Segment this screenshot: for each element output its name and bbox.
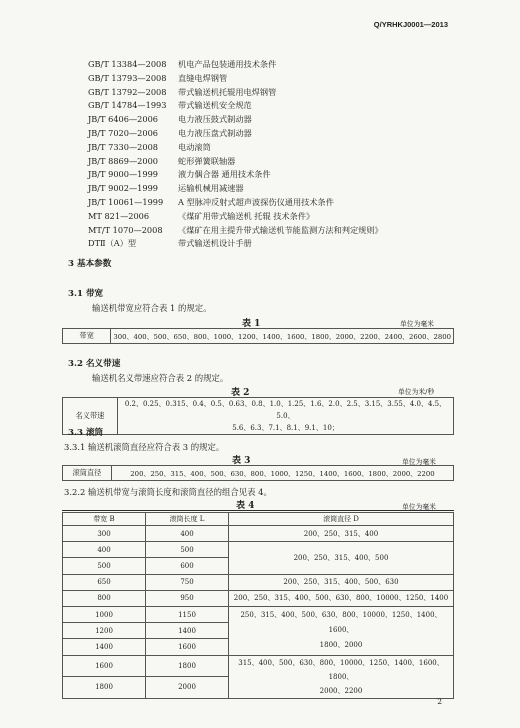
- drum-diameter-cell: 200、250、315、400、500: [229, 542, 454, 574]
- section-3-3-heading: 3.3 滚筒: [68, 428, 104, 438]
- standard-code: JB/T 8869—2000: [88, 155, 158, 166]
- table-4-top-rule: [62, 510, 454, 511]
- standard-code: MT 821—2006: [88, 210, 150, 221]
- table-row: [63, 606, 454, 622]
- reference-item: [88, 196, 428, 210]
- table-row: [63, 655, 454, 677]
- reference-item: [88, 113, 428, 127]
- drum-diameter-line: 250、315、400、500、630、800、10000、1250、1400、1600、: [240, 611, 442, 635]
- table-2-values: [118, 398, 454, 435]
- table-4-header-row: [63, 513, 454, 526]
- table-1-unit: 单位为毫米: [400, 320, 434, 328]
- standard-title: 带式输送机设计手册: [178, 238, 252, 249]
- reference-item: [88, 58, 428, 72]
- reference-item: [88, 224, 428, 238]
- table-2-caption: 表 2: [231, 388, 250, 398]
- standard-title: 直缝电焊钢管: [178, 72, 228, 83]
- reference-item: [88, 72, 428, 86]
- page-number: 2: [437, 697, 442, 706]
- standard-code: GB/T 14784—1993: [88, 100, 167, 111]
- drum-diameter-cell: 200、250、315、400: [229, 526, 454, 542]
- table-1-caption: 表 1: [242, 319, 261, 329]
- normative-references-list: [88, 58, 428, 251]
- standard-title: A 型脉冲反射式超声波探伤仪通用技术条件: [178, 196, 334, 207]
- table-2-label: 名义带速: [63, 398, 118, 435]
- belt-width-cell: 500: [63, 558, 146, 574]
- table-2: [62, 397, 454, 435]
- standard-title: 蛇形弹簧联轴器: [178, 155, 236, 166]
- table-3-label: 滚筒直径: [63, 466, 112, 481]
- standard-title: 《煤矿在用主提升带式输送机节能监测方法和判定规则》: [178, 224, 383, 235]
- belt-width-cell: 1200: [63, 623, 146, 639]
- table-3: [62, 465, 454, 481]
- standard-title: 电力液压盘式制动器: [178, 127, 252, 138]
- drum-diameter-cell: [229, 655, 454, 698]
- standard-code: JB/T 9002—1999: [88, 183, 158, 194]
- table-2-values-line: 5.6、6.3、7.1、8.1、9.1、10；: [232, 424, 339, 432]
- header-belt-width: 带宽 B: [63, 513, 146, 526]
- table-1: [62, 328, 454, 344]
- reference-item: [88, 168, 428, 182]
- table-4-caption: 表 4: [236, 501, 255, 511]
- table-3-values: 200、250、315、400、500、630、800、1000、1250、1400、1600、1800、2000、2200: [112, 466, 454, 481]
- belt-width-cell: 1400: [63, 639, 146, 655]
- standard-title: 带式输送机安全规范: [178, 100, 252, 111]
- reference-item: [88, 127, 428, 141]
- standard-title: 《煤矿用带式输送机 托辊 技术条件》: [178, 210, 315, 221]
- table-4-unit: 单位为毫米: [402, 503, 436, 511]
- standard-title: 液力偶合器 通用技术条件: [178, 169, 271, 180]
- standard-code: JB/T 10061—1999: [88, 196, 164, 207]
- table-3-unit: 单位为毫米: [402, 458, 436, 466]
- section-3-1-heading: 3.1 带宽: [68, 289, 104, 299]
- reference-item: [88, 86, 428, 100]
- table-row: [63, 574, 454, 590]
- standard-code: DTⅡ（A）型: [88, 238, 137, 249]
- standard-title: 带式输送机托辊用电焊钢管: [178, 86, 277, 97]
- drum-length-cell: 750: [146, 574, 229, 590]
- reference-item: [88, 155, 428, 169]
- document-code: Q/YRHKJ0001—2013: [373, 20, 448, 29]
- standard-code: GB/T 13793—2008: [88, 72, 167, 83]
- table-row: [63, 526, 454, 542]
- drum-length-cell: 400: [146, 526, 229, 542]
- section-3-2-text: 输送机名义带速应符合表 2 的规定。: [92, 373, 229, 383]
- standard-title: 电力液压鼓式制动器: [178, 114, 252, 125]
- standard-title: 电动滚筒: [178, 141, 211, 152]
- table-3-caption: 表 3: [232, 456, 251, 466]
- drum-length-cell: 950: [146, 590, 229, 606]
- drum-length-cell: 500: [146, 542, 229, 558]
- standard-title: 机电产品包装通用技术条件: [178, 59, 277, 69]
- reference-item: [88, 237, 428, 251]
- table-1-values: 300、400、500、650、800、1000、1200、1400、1600、1800、2000、2200、2400、2600、2800: [111, 329, 454, 344]
- reference-item: [88, 182, 428, 196]
- drum-length-cell: 1800: [146, 655, 229, 677]
- drum-length-cell: 600: [146, 558, 229, 574]
- drum-diameter-line: 1800、2000: [319, 641, 363, 650]
- section-3-2-heading: 3.2 名义带速: [68, 359, 121, 369]
- drum-diameter-cell: [229, 606, 454, 655]
- drum-length-cell: 1150: [146, 606, 229, 622]
- section-3-3-1-text: 3.3.1 输送机滚筒直径应符合表 3 的规定。: [64, 442, 225, 452]
- section-3-1-text: 输送机带宽应符合表 1 的规定。: [92, 303, 212, 313]
- drum-diameter-cell: 200、250、315、400、500、630: [229, 574, 454, 590]
- drum-length-cell: 2000: [146, 677, 229, 699]
- header-drum-diameter: 滚筒直径 D: [229, 513, 454, 526]
- table-2-unit: 单位为米/秒: [398, 388, 435, 396]
- drum-diameter-line: 315、400、500、630、800、10000、1250、1400、1600、1800、: [238, 658, 444, 681]
- section-3-heading: 3 基本参数: [68, 259, 112, 269]
- drum-length-cell: 1600: [146, 639, 229, 655]
- reference-item: [88, 210, 428, 224]
- drum-diameter-line: 2000、2200: [319, 686, 363, 695]
- table-4: [62, 512, 454, 699]
- reference-item: [88, 99, 428, 113]
- standard-code: GB/T 13792—2008: [88, 86, 167, 97]
- standard-code: MT/T 1070—2008: [88, 224, 163, 235]
- belt-width-cell: 650: [63, 574, 146, 590]
- belt-width-cell: 400: [63, 542, 146, 558]
- belt-width-cell: 1000: [63, 606, 146, 622]
- table-1-label: 带宽: [63, 329, 111, 344]
- standard-code: JB/T 7330—2008: [88, 141, 158, 152]
- drum-diameter-cell: 200、250、315、400、500、630、800、10000、1250、1400: [229, 590, 454, 606]
- standard-code: JB/T 6406—2006: [88, 114, 158, 125]
- belt-width-cell: 300: [63, 526, 146, 542]
- standard-title: 运输机械用减速器: [178, 183, 244, 194]
- belt-width-cell: 1800: [63, 677, 146, 699]
- table-row: [63, 542, 454, 558]
- belt-width-cell: 800: [63, 590, 146, 606]
- table-2-values-line: 0.2、0.25、0.315、0.4、0.5、0.63、0.8、1.0、1.25、1.6、2.0、2.5、3.15、3.55、4.0、4.5、5.0、: [124, 400, 447, 420]
- table-row: [63, 590, 454, 606]
- standard-code: GB/T 13384—2008: [88, 59, 167, 69]
- standard-code: JB/T 9000—1999: [88, 169, 158, 180]
- header-drum-length: 滚筒长度 L: [146, 513, 229, 526]
- section-3-2-2-text: 3.2.2 输送机带宽与滚筒长度和滚筒直径的组合见表 4。: [64, 487, 272, 497]
- belt-width-cell: 1600: [63, 655, 146, 677]
- drum-length-cell: 1400: [146, 623, 229, 639]
- reference-item: [88, 141, 428, 155]
- standard-code: JB/T 7020—2006: [88, 127, 158, 138]
